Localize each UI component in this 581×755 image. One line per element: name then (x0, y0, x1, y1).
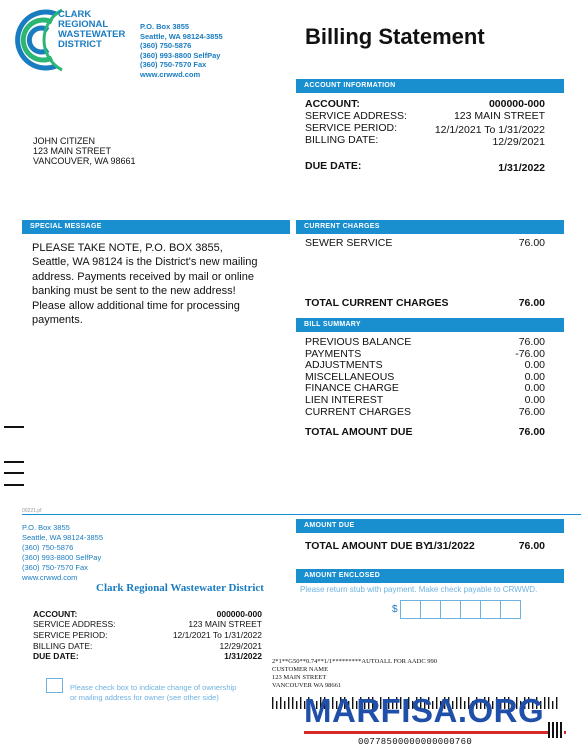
bill-summary-header: BILL SUMMARY (296, 318, 564, 332)
address-line: P.O. Box 3855 (22, 523, 70, 532)
service-address-value: 123 MAIN STREET (453, 110, 545, 122)
summary-item-label: LIEN INTEREST (305, 393, 384, 406)
sewer-service-label: SEWER SERVICE (305, 237, 393, 249)
digit-box[interactable] (481, 601, 501, 618)
stub-billing-date-label: BILLING DATE: (33, 641, 93, 651)
customer-address (33, 136, 136, 166)
service-period-value: 12/1/2021 To 1/31/2022 (434, 124, 545, 136)
digit-box[interactable] (461, 601, 481, 618)
due-date-value: 1/31/2022 (498, 162, 545, 174)
fax: (360) 750-7570 Fax (22, 563, 88, 572)
mail-code: 2*1**G50**0.74**1/1*********AUTOALL FOR AADC 990 (272, 658, 438, 665)
total-current-charges-value: 76.00 (518, 297, 545, 309)
account-label: ACCOUNT: (305, 98, 360, 110)
summary-item-value: 0.00 (524, 370, 545, 383)
address-line: P.O. Box 3855 (140, 22, 190, 31)
registration-mark (4, 484, 24, 486)
summary-item-value: 0.00 (524, 382, 545, 395)
phone: (360) 750-5876 (22, 543, 74, 552)
customer-street: 123 MAIN STREET (33, 146, 112, 156)
registration-mark (4, 472, 24, 474)
summary-item-label: FINANCE CHARGE (305, 382, 399, 395)
summary-item-value: -76.00 (515, 347, 545, 360)
summary-item-value: 0.00 (524, 393, 545, 406)
summary-item-label: CURRENT CHARGES (305, 405, 411, 418)
stub-district-address (22, 523, 103, 583)
message-line: address. Payments received by mail or online (32, 270, 254, 283)
summary-item-value: 0.00 (524, 359, 545, 372)
selfpay-phone: (360) 993-8800 SelfPay (22, 553, 102, 562)
perforation-line (22, 514, 581, 515)
total-amount-due-label: TOTAL AMOUNT DUE (305, 426, 413, 438)
logo-line: REGIONAL (58, 19, 109, 30)
scanline: 00778500000000000760 (358, 737, 473, 747)
stub-amount-due-date: 1/31/2022 (428, 540, 475, 552)
stub-due-date-label: DUE DATE: (33, 651, 79, 661)
bill-summary-labels (305, 337, 411, 418)
website-link[interactable]: www.crwwd.com (22, 573, 78, 582)
customer-city: VANCOUVER, WA 98661 (33, 156, 136, 166)
mail-street: 123 MAIN STREET (272, 674, 327, 681)
mail-name: CUSTOMER NAME (272, 666, 329, 673)
billing-date-label: BILLING DATE: (305, 134, 379, 146)
message-line: Seattle, WA 98124 is the District's new mailing (32, 256, 258, 269)
sewer-service-value: 76.00 (518, 237, 545, 249)
logo-text (58, 10, 125, 50)
billing-date-value: 12/29/2021 (492, 136, 545, 148)
summary-item-label: PREVIOUS BALANCE (305, 336, 412, 348)
mailing-block (272, 658, 437, 690)
amount-enclosed-header: AMOUNT ENCLOSED (296, 569, 564, 583)
message-line: PLEASE TAKE NOTE, P.O. BOX 3855, (32, 242, 223, 254)
customer-name: JOHN CITIZEN (33, 136, 95, 146)
dollar-sign: $ (392, 604, 398, 615)
amount-due-header: AMOUNT DUE (296, 519, 564, 533)
summary-item-label: PAYMENTS (305, 347, 362, 360)
message-line: payments. (32, 314, 83, 327)
stub-account-value: 000000-000 (216, 609, 262, 619)
website-link[interactable]: www.crwwd.com (140, 69, 201, 79)
qr-code-icon (548, 722, 564, 738)
summary-item-label: ADJUSTMENTS (305, 359, 383, 372)
selfpay-phone: (360) 993-8800 SelfPay (140, 50, 221, 60)
digit-box[interactable] (401, 601, 421, 618)
mail-city: VANCOUVER WA 98661 (272, 682, 342, 689)
logo-line: WASTEWATER (58, 29, 126, 40)
stub-due-date-value: 1/31/2022 (224, 651, 262, 661)
account-value: 000000-000 (488, 98, 545, 110)
logo-line: DISTRICT (58, 39, 102, 50)
checkbox-instructions (70, 683, 236, 703)
summary-item-value: 76.00 (518, 336, 545, 348)
total-amount-due-value: 76.00 (518, 426, 545, 438)
district-address (140, 22, 223, 80)
digit-box[interactable] (441, 601, 461, 618)
service-address-label: SERVICE ADDRESS: (305, 110, 407, 122)
page-title: Billing Statement (305, 24, 485, 49)
amount-enclosed-input[interactable] (400, 600, 521, 619)
phone: (360) 750-5876 (140, 41, 192, 51)
stub-billing-date-value: 12/29/2021 (219, 641, 262, 651)
watermark-underline (304, 731, 566, 734)
due-date-label: DUE DATE: (305, 160, 362, 172)
stub-amount-due-label: TOTAL AMOUNT DUE BY (305, 540, 431, 552)
stub-service-period-label: SERVICE PERIOD: (33, 630, 108, 640)
bill-summary-values (515, 337, 545, 418)
checkbox-line: or mailing address for owner (see other side) (70, 693, 219, 702)
ownership-change-checkbox[interactable] (46, 678, 63, 693)
digit-box[interactable] (501, 601, 520, 618)
account-info-header: ACCOUNT INFORMATION (296, 79, 564, 93)
registration-mark (4, 426, 24, 428)
summary-item-value: 76.00 (518, 405, 545, 418)
stub-district-name: Clark Regional Wastewater District (96, 582, 264, 594)
digit-box[interactable] (421, 601, 441, 618)
stub-service-period-value: 12/1/2021 To 1/31/2022 (172, 630, 262, 640)
message-line: banking must be sent to the new address! (32, 285, 236, 298)
logo-line: CLARK (58, 9, 92, 20)
checkbox-line: Please check box to indicate change of ownership (70, 683, 237, 692)
stub-account-label: ACCOUNT: (33, 609, 78, 619)
total-current-charges-label: TOTAL CURRENT CHARGES (305, 297, 449, 309)
registration-mark (4, 461, 24, 463)
fax: (360) 750-7570 Fax (140, 60, 207, 70)
service-period-label: SERVICE PERIOD: (305, 122, 397, 134)
address-line: Seattle, WA 98124-3855 (22, 533, 104, 542)
special-message-body (32, 241, 257, 327)
message-line: Please allow additional time for processing (32, 299, 240, 312)
tiny-code: 00221.pf (22, 508, 42, 514)
current-charges-header: CURRENT CHARGES (296, 220, 564, 234)
address-line: Seattle, WA 98124-3855 (140, 31, 223, 41)
watermark: MARFISA.ORG (304, 692, 545, 729)
special-message-header: SPECIAL MESSAGE (22, 220, 290, 234)
stub-service-address-label: SERVICE ADDRESS: (33, 619, 116, 629)
stub-service-address-value: 123 MAIN STREET (188, 619, 262, 629)
stub-amount-due-value: 76.00 (518, 540, 545, 552)
summary-item-label: MISCELLANEOUS (305, 370, 395, 383)
return-note: Please return stub with payment. Make check payable to CRWWD. (300, 585, 538, 594)
